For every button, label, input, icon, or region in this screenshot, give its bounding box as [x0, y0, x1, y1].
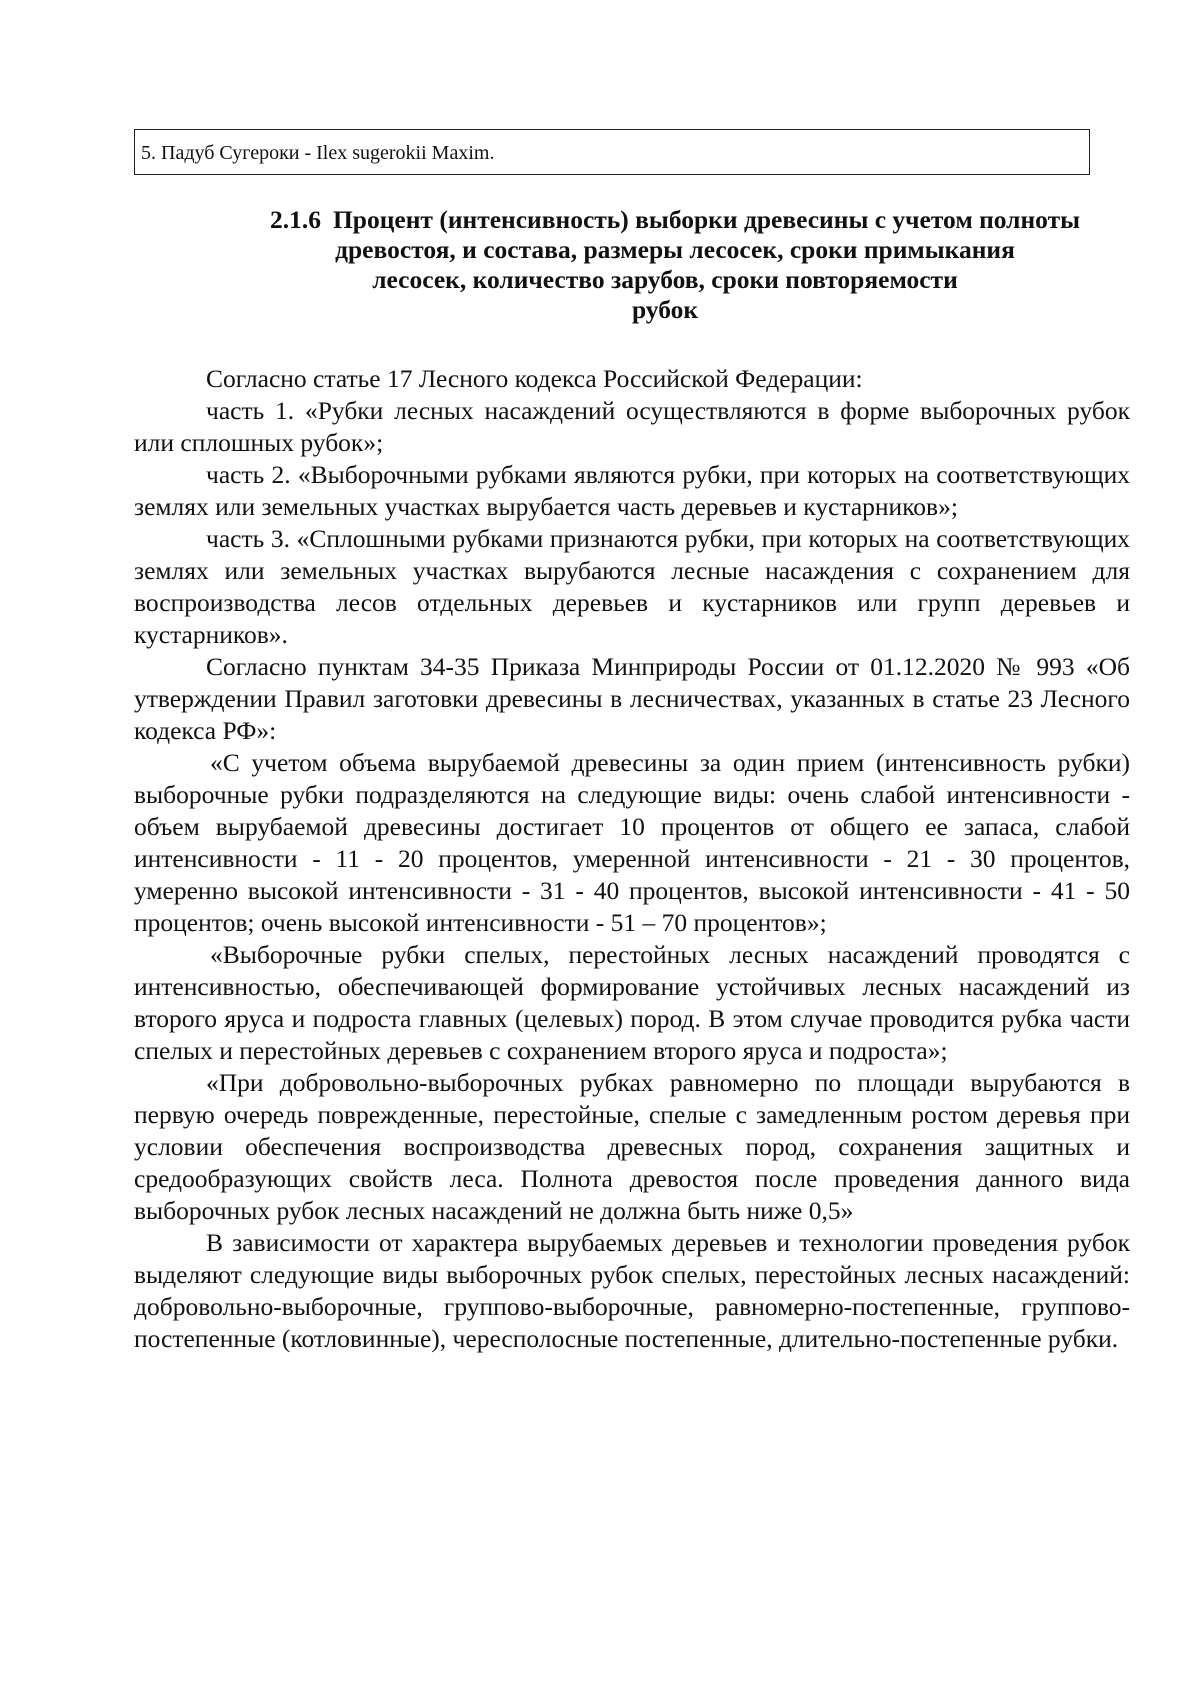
paragraph-part-2: часть 2. «Выборочными рубками являются рубки, при которых на соответствующих землях или земельных участках вырубается часть деревьев и кустарников»;	[134, 460, 1130, 521]
section-number: 2.1.6	[269, 205, 321, 234]
paragraph-quote-voluntary: «При добровольно-выборочных рубках равномерно по площади вырубаются в первую очередь поврежденные, перестойные, спелые с замедленным ростом деревья при условии обеспечения воспроизводства древесных пород, сохранения защитных и средообразующих свойств леса. Полнота древостоя после проведения данного вида выборочных рубок лесных насаждений не должна быть ниже 0,5»	[134, 1068, 1130, 1225]
paragraph-intro: Согласно статье 17 Лесного кодекса Российской Федерации:	[206, 364, 863, 393]
body-text	[134, 363, 1130, 1355]
heading-line-2: древостоя, и состава, размеры лесосек, сроки примыкания	[335, 235, 1015, 264]
paragraph-order-reference: Согласно пунктам 34-35 Приказа Минприроды России от 01.12.2020 № 993 «Об утверждении Правил заготовки древесины в лесничествах, указанных в статье 23 Лесного кодекса РФ»:	[134, 652, 1130, 745]
species-table-cell: 5. Падуб Сугероки - Ilex sugerokii Maxim.	[141, 142, 495, 164]
paragraph-part-1: часть 1. «Рубки лесных насаждений осуществляются в форме выборочных рубок или сплошных рубок»;	[134, 396, 1130, 457]
paragraph-cutting-types: В зависимости от характера вырубаемых деревьев и технологии проведения рубок выделяют следующие виды выборочных рубок спелых, перестойных лесных насаждений: добровольно-выборочные, групповo-выборочные, равномерно-постепенные, группово-постепенные (котловинные), чересполосные постепенные, длительно-постепенные рубки.	[134, 1228, 1130, 1353]
species-table-row	[134, 129, 1090, 175]
heading-line-4: рубок	[631, 295, 699, 324]
paragraph-quote-intensity: «С учетом объема вырубаемой древесины за один прием (интенсивность рубки) выборочные рубки подразделяются на следующие виды: очень слабой интенсивности - объем вырубаемой древесины достигает 10 процентов от общего ее запаса, слабой интенсивности - 11 - 20 процентов, умеренной интенсивности - 21 - 30 процентов, умеренно высокой интенсивности - 31 - 40 процентов, высокой интенсивности - 41 - 50 процентов; очень высокой интенсивности - 51 – 70 процентов»;	[134, 748, 1130, 937]
paragraph-quote-selective: «Выборочные рубки спелых, перестойных лесных насаждений проводятся с интенсивностью, обеспечивающей формирование устойчивых лесных насаждений из второго яруса и подроста главных (целевых) пород. В этом случае проводится рубка части спелых и перестойных деревьев с сохранением второго яруса и подроста»;	[134, 940, 1130, 1065]
section-heading	[150, 205, 1150, 325]
heading-line-3: лесосек, количество зарубов, сроки повторяемости	[372, 265, 958, 294]
heading-line-1: 2.1.6 Процент (интенсивность) выборки древесины с учетом полноты	[269, 205, 1081, 234]
paragraph-part-3: часть 3. «Сплошными рубками признаются рубки, при которых на соответствующих землях или земельных участках вырубаются лесные насаждения с сохранением для воспроизводства лесов отдельных деревьев и кустарников или групп деревьев и кустарников».	[134, 524, 1130, 649]
